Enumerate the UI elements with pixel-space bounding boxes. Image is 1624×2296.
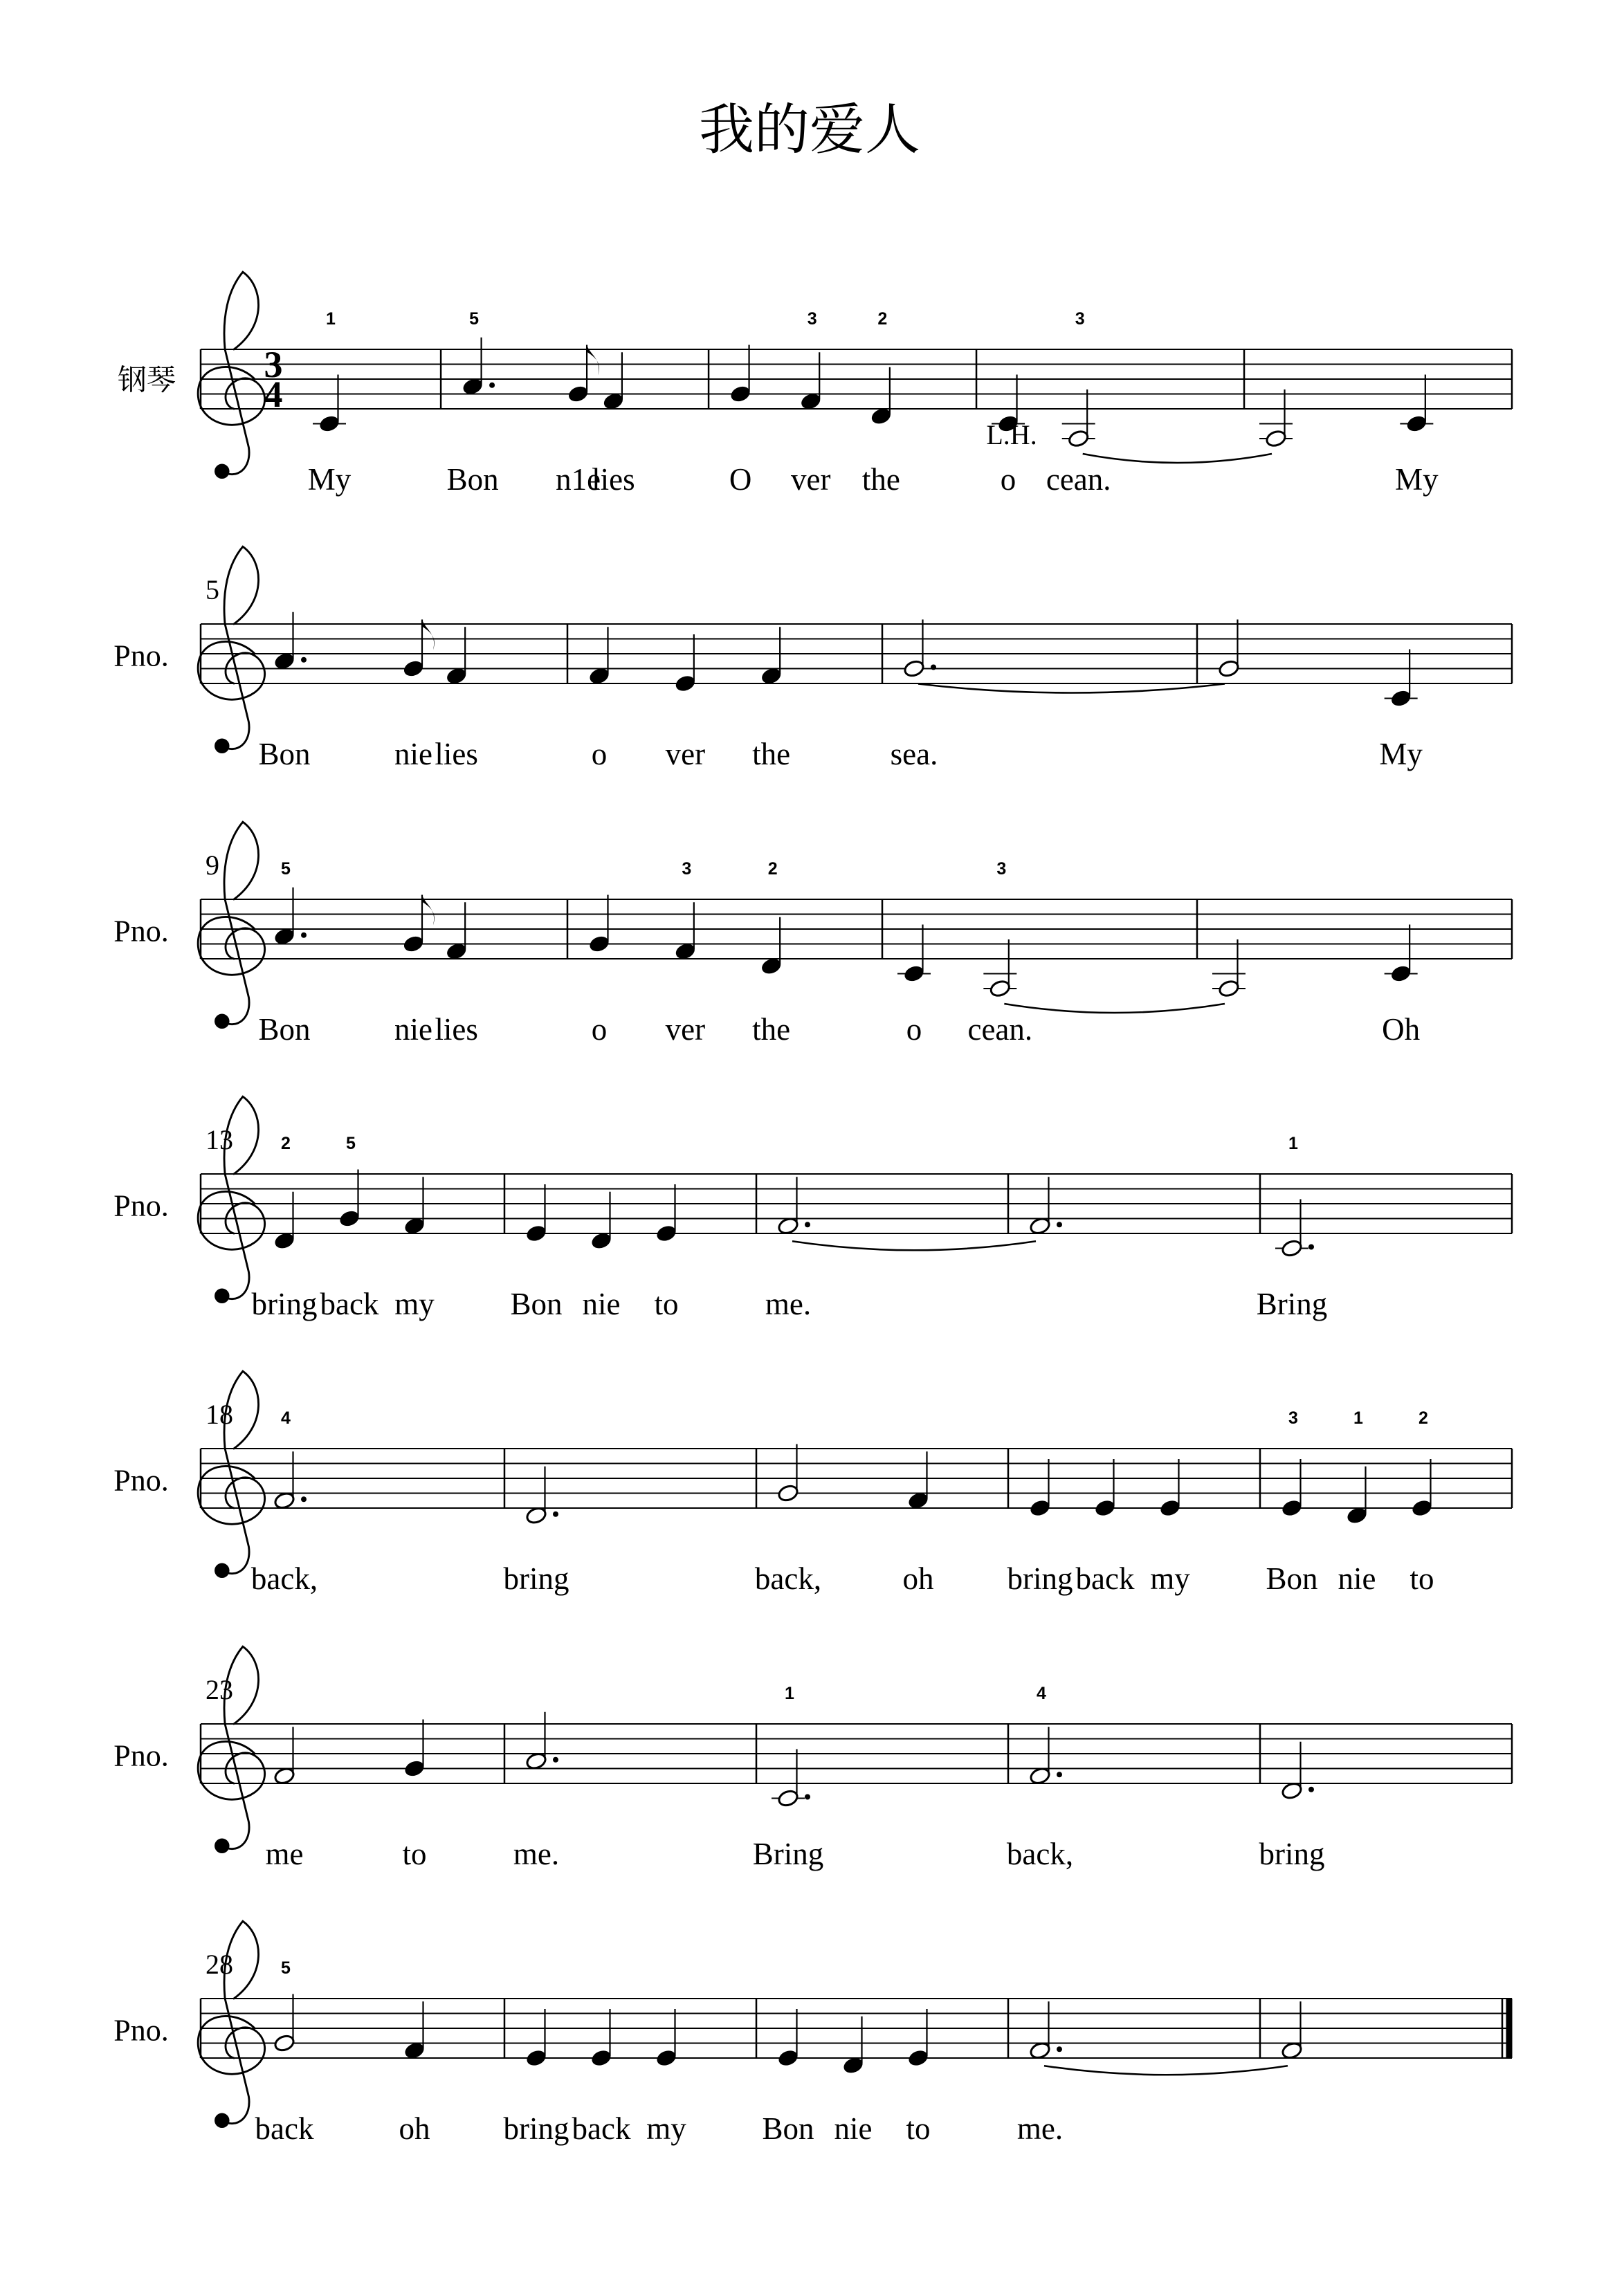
measure [258, 859, 567, 1047]
fingering-number: 2 [281, 1134, 291, 1153]
left-hand-marking: L.H. [986, 419, 1037, 450]
notehead [1029, 1766, 1051, 1785]
fingering-number: 5 [281, 859, 291, 879]
lyric-syllable: me [265, 1837, 304, 1871]
augmentation-dot [1308, 1245, 1314, 1250]
lyric-syllable: Oh [1382, 1012, 1421, 1047]
fingering-number: 1 [785, 1684, 794, 1703]
lyric-syllable: to [906, 2111, 931, 2146]
lyric-syllable: Bon [510, 1287, 563, 1321]
notehead [655, 2048, 677, 2068]
lyric-syllable: my [646, 2111, 686, 2146]
notehead [1346, 1506, 1368, 1525]
time-signature-numerator: 3 [264, 343, 283, 385]
notehead [989, 979, 1011, 998]
score-title: 我的爱人 [699, 98, 920, 162]
fingering-number: 3 [1288, 1408, 1298, 1428]
notehead [729, 385, 751, 404]
augmentation-dot [931, 665, 936, 670]
lyric-syllable: Bring [752, 1837, 824, 1871]
lyric-syllable: back [320, 1287, 379, 1321]
notehead [1159, 1498, 1181, 1518]
lyric-syllable: oh [902, 1561, 934, 1596]
notehead [273, 652, 295, 671]
lyric-syllable: My [1379, 737, 1423, 771]
notehead [1029, 1498, 1051, 1518]
fingering-number: 5 [469, 309, 480, 329]
notehead [903, 659, 925, 679]
system-3 [113, 822, 1512, 1047]
augmentation-dot [553, 1512, 558, 1517]
notehead [602, 392, 624, 411]
instrument-name: 钢琴 [117, 362, 176, 397]
treble-clef-icon [222, 1371, 259, 1573]
lyric-syllable: bring [1007, 1561, 1073, 1596]
notehead [907, 2048, 929, 2068]
measure [1259, 1724, 1513, 1871]
lyric-syllable: back [1075, 1561, 1135, 1596]
measure [251, 1408, 504, 1596]
notehead [273, 1231, 295, 1251]
notehead [273, 927, 295, 946]
fingering-number: 2 [767, 859, 778, 879]
lyric-syllable: cean. [1046, 462, 1111, 497]
notehead [1218, 979, 1240, 998]
notehead [525, 1224, 547, 1243]
lyric-syllable: o [591, 1012, 608, 1047]
system-7 [113, 1921, 1512, 2146]
system-5 [113, 1371, 1512, 1596]
fingering-number: 3 [807, 309, 817, 329]
notehead [777, 2048, 799, 2068]
notehead [273, 1766, 295, 1785]
systems [113, 272, 1512, 2146]
treble-clef-icon [222, 822, 259, 1024]
lyric-syllable: n1e [556, 462, 601, 497]
lyric-syllable: to [402, 1837, 427, 1871]
lyric-syllable: me. [1016, 2111, 1064, 2146]
notehead [403, 1216, 426, 1236]
measure [792, 1174, 1260, 1250]
fingering-number: 1 [1353, 1408, 1363, 1428]
measure [1004, 899, 1512, 1047]
notehead [273, 1491, 295, 1510]
augmentation-dot [489, 383, 495, 388]
notehead [318, 414, 340, 434]
fingering-number: 2 [877, 309, 888, 329]
lyric-syllable: bring [503, 1561, 569, 1596]
lyric-syllable: ver [665, 737, 706, 771]
lyric-syllable: Bon [446, 462, 499, 497]
notehead [525, 1752, 547, 1771]
measure [447, 309, 709, 497]
lyric-syllable: o [906, 1012, 922, 1047]
tie-arc [1083, 454, 1272, 463]
notehead [402, 935, 424, 954]
notehead [1281, 1781, 1303, 1801]
lyric-syllable: my [394, 1287, 435, 1321]
lyric-syllable: me. [513, 1837, 560, 1871]
lyric-syllable: Bon [258, 737, 311, 771]
notehead [674, 942, 696, 961]
lyric-syllable: the [752, 1012, 791, 1047]
lyric-syllable: nie [834, 2111, 873, 2146]
lyric-syllable: My [1395, 462, 1439, 497]
measure [762, 1999, 1008, 2146]
measure-number: 18 [206, 1399, 233, 1430]
lyric-syllable: back, [754, 1561, 822, 1596]
tie-arc [918, 684, 1225, 693]
measure [1044, 1999, 1509, 2075]
augmentation-dot [301, 657, 307, 663]
notehead [903, 964, 925, 984]
fingering-number: 5 [281, 1958, 291, 1978]
notehead [777, 1484, 799, 1503]
notehead [674, 674, 696, 693]
measure [513, 1712, 756, 1871]
notehead [588, 666, 610, 686]
measure [258, 612, 567, 771]
treble-clef-icon [222, 1096, 259, 1298]
notehead [1068, 429, 1090, 448]
notehead [1390, 964, 1412, 984]
fingering-number: 2 [1418, 1408, 1428, 1428]
fingering-number: 5 [346, 1134, 356, 1153]
fingering-number: 1 [1288, 1134, 1298, 1153]
system-1 [118, 272, 1512, 497]
fingering-number: 1 [326, 309, 336, 329]
augmentation-dot [1057, 2046, 1062, 2052]
notehead [1218, 659, 1240, 679]
measure [986, 309, 1244, 497]
lyric-syllable: nie [394, 1012, 432, 1047]
measure [510, 1174, 756, 1321]
augmentation-dot [301, 933, 307, 938]
instrument-name: Pno. [113, 1188, 169, 1223]
treble-clef-icon [222, 272, 259, 474]
lyric-syllable: oh [399, 2111, 430, 2146]
notehead [525, 1506, 547, 1525]
treble-clef-dot-icon [215, 464, 230, 479]
notehead [446, 666, 468, 686]
measure [588, 859, 882, 1047]
notehead [590, 2048, 612, 2068]
lyric-syllable: Bon [762, 2111, 814, 2146]
instrument-name: Pno. [113, 914, 169, 948]
treble-clef-dot-icon [215, 1563, 230, 1579]
treble-clef-dot-icon [215, 1839, 230, 1854]
augmentation-dot [1057, 1772, 1062, 1777]
notehead [590, 1231, 612, 1251]
notehead [338, 1209, 361, 1229]
lyric-syllable: to [654, 1287, 679, 1321]
treble-clef-icon [222, 1921, 259, 2123]
measure [504, 1449, 757, 1596]
measure [1007, 1684, 1260, 1871]
measure [897, 859, 1197, 1047]
measure [1266, 1408, 1512, 1596]
lyric-syllable: Bon [1266, 1561, 1318, 1596]
notehead [462, 377, 484, 396]
notehead [403, 1759, 426, 1779]
augmentation-dot [805, 1794, 810, 1800]
lyric-syllable: bring [1259, 1837, 1325, 1871]
lyric-syllable: back [572, 2111, 631, 2146]
lyric-syllable: nie [1338, 1561, 1376, 1596]
lyric-syllable: back, [250, 1561, 318, 1596]
augmentation-dot [1308, 1787, 1314, 1792]
notehead [1094, 1498, 1116, 1518]
notehead [907, 1491, 929, 1510]
fingering-number: 4 [1037, 1684, 1046, 1703]
measure [1007, 1449, 1261, 1596]
lyric-syllable: lies [435, 737, 478, 771]
fingering-number: 3 [996, 859, 1007, 879]
measure [918, 620, 1512, 771]
measure-number: 23 [206, 1674, 233, 1705]
lyric-syllable: bring [503, 2111, 569, 2146]
lyric-syllable: My [307, 462, 352, 497]
notehead [1281, 1239, 1303, 1258]
time-signature-denominator: 4 [264, 373, 283, 415]
measure-number: 9 [206, 849, 219, 881]
lyric-syllable: ver [665, 1012, 706, 1047]
notehead [777, 1789, 799, 1808]
treble-clef-dot-icon [215, 1289, 230, 1304]
augmentation-dot [301, 1496, 307, 1502]
lyric-syllable: Bon [258, 1012, 311, 1047]
notehead [1265, 429, 1287, 448]
instrument-name: Pno. [113, 1463, 169, 1498]
tie-arc [1044, 2066, 1288, 2075]
lyric-syllable: lies [435, 1012, 478, 1047]
instrument-name: Pno. [113, 1738, 169, 1773]
measure [729, 309, 976, 497]
notehead [403, 2041, 426, 2060]
lyric-syllable: cean. [967, 1012, 1033, 1047]
measure [1083, 349, 1512, 497]
measure [266, 1720, 504, 1871]
lyric-syllable: O [729, 462, 752, 497]
augmentation-dot [553, 1757, 558, 1763]
lyric-syllable: back, [1006, 1837, 1074, 1871]
notehead [1390, 689, 1412, 708]
treble-clef-dot-icon [215, 2113, 230, 2129]
system-6 [113, 1646, 1512, 1871]
notehead [1405, 414, 1427, 434]
notehead [800, 392, 822, 411]
lyric-syllable: my [1150, 1561, 1190, 1596]
system-2 [113, 547, 1512, 771]
measure [753, 1684, 1008, 1871]
measure [1257, 1134, 1512, 1321]
lyric-syllable: ver [790, 462, 831, 497]
measure [255, 1958, 504, 2146]
lyric-syllable: back [255, 2111, 314, 2146]
system-4 [113, 1096, 1512, 1321]
measure [588, 624, 882, 771]
tie-arc [1004, 1004, 1225, 1013]
lyric-syllable: the [861, 462, 900, 497]
lyric-syllable: nie [582, 1287, 621, 1321]
fingering-number: 3 [682, 859, 692, 879]
lyric-syllable: the [752, 737, 791, 771]
lyric-syllable: nie [394, 737, 432, 771]
notehead [588, 935, 610, 954]
notehead [1029, 2041, 1051, 2060]
notehead [842, 2056, 864, 2075]
notehead [525, 2048, 547, 2068]
lyric-syllable: Bring [1256, 1287, 1328, 1321]
measure-number: 28 [206, 1949, 233, 1980]
measure-number: 13 [206, 1124, 233, 1155]
lyric-syllable: sea. [890, 737, 938, 771]
notehead [446, 942, 468, 961]
fingering-number: 3 [1075, 309, 1085, 329]
notehead [760, 666, 783, 686]
notehead [870, 407, 892, 426]
notehead [777, 1216, 799, 1236]
notehead [760, 957, 783, 976]
tie-arc [792, 1241, 1036, 1250]
augmentation-dot [1057, 1222, 1062, 1227]
augmentation-dot [805, 1222, 810, 1227]
measure [891, 620, 1197, 771]
fingering-number: 4 [281, 1408, 291, 1428]
lyric-syllable: o [591, 737, 608, 771]
treble-clef-dot-icon [215, 739, 230, 754]
measure [308, 309, 441, 497]
lyric-syllable: bring [251, 1287, 318, 1321]
notehead [567, 385, 590, 404]
treble-clef-icon [222, 547, 259, 749]
notehead [1281, 2041, 1303, 2060]
notehead [655, 1224, 677, 1243]
notehead [273, 2034, 295, 2053]
measure [504, 1999, 757, 2146]
lyric-syllable: o [1000, 462, 1016, 497]
notehead [402, 659, 424, 679]
lyric-syllable: lies [592, 462, 635, 497]
treble-clef-icon [222, 1646, 259, 1848]
treble-clef-dot-icon [215, 1014, 230, 1029]
instrument-name: Pno. [113, 639, 169, 673]
measure [252, 1134, 505, 1321]
measure-number: 5 [206, 574, 219, 605]
notehead [1281, 1498, 1303, 1518]
lyric-syllable: me. [765, 1287, 812, 1321]
measure [755, 1444, 1008, 1596]
notehead [1029, 1216, 1051, 1236]
lyric-syllable: to [1409, 1561, 1434, 1596]
notehead [1411, 1498, 1433, 1518]
instrument-name: Pno. [113, 2013, 169, 2048]
